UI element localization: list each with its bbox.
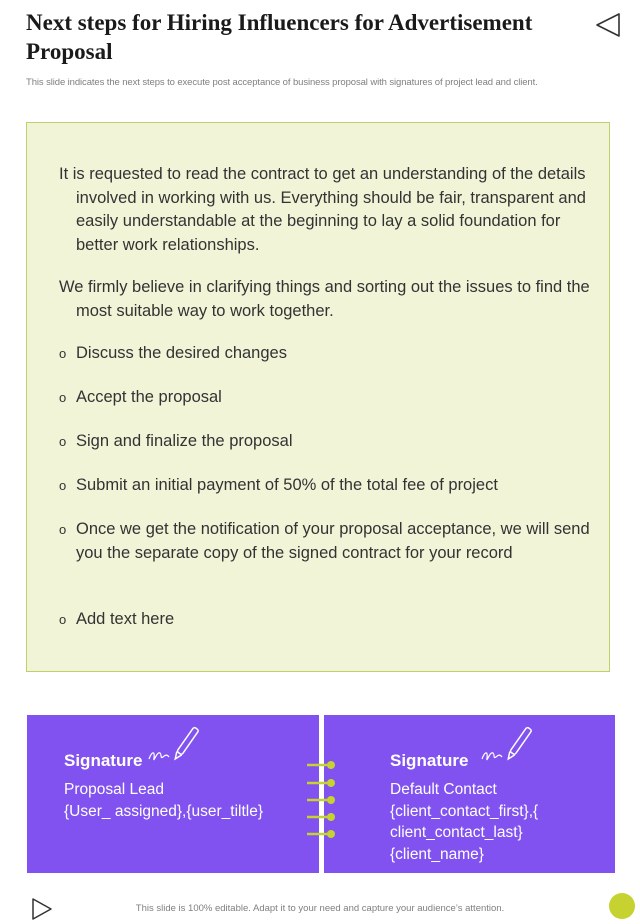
list-item-text: Submit an initial payment of 50% of the total fee of project: [76, 476, 498, 494]
signature-heading: Signature: [64, 751, 143, 770]
list-item-text: Accept the proposal: [76, 388, 222, 406]
bullet-marker: o: [59, 522, 67, 537]
list-item: [59, 518, 606, 565]
signature-card-proposal-lead: [27, 715, 319, 873]
list-item-text: Sign and finalize the proposal: [76, 432, 293, 450]
triangle-left-icon[interactable]: [594, 12, 622, 38]
list-item-text: Add text here: [76, 610, 175, 628]
signature-placeholder-line: {client_name}: [390, 845, 484, 863]
list-item: [59, 474, 606, 498]
signature-role: Proposal Lead: [64, 781, 164, 798]
page-subtitle: This slide indicates the next steps to execute post acceptance of business proposal with signatures of project lead and client.: [26, 77, 538, 88]
bullet-marker: o: [59, 390, 67, 405]
bullet-marker: o: [59, 612, 67, 627]
list-item: [59, 608, 606, 632]
footer-note: This slide is 100% editable. Adapt it to your need and capture your audience’s attention.: [135, 903, 505, 914]
belief-paragraph: We firmly believe in clarifying things and sorting out the issues to find the most suitable way to work together.: [59, 278, 590, 320]
intro-paragraph: It is requested to read the contract to get an understanding of the details involved in working with us. Everything should be fair, transparent and easily understandable at the beginning to lay a solid foundation for better work relationships.: [59, 165, 586, 254]
binder-rings-icon: [303, 755, 343, 840]
signature-placeholder: {User_ assigned},{user_tiltle}: [64, 802, 264, 820]
page-title: Next steps for Hiring Influencers for Advertisement Proposal: [26, 10, 533, 64]
signature-placeholder-line: client_contact_last}: [390, 824, 523, 841]
signature-pen-icon: [480, 723, 534, 767]
list-item: [59, 386, 606, 410]
list-item-text: Discuss the desired changes: [76, 344, 287, 362]
signature-heading: Signature: [390, 751, 469, 770]
signature-role: Default Contact: [390, 781, 497, 798]
accent-dot: [609, 893, 635, 919]
list-item-text: Once we get the notification of your proposal acceptance, we will send you the separate copy of the signed contract for your record: [76, 520, 590, 562]
signature-pen-icon: [147, 723, 201, 767]
signature-card-default-contact: [324, 715, 615, 873]
content-box: [26, 122, 610, 672]
bullet-marker: o: [59, 434, 67, 449]
bullet-marker: o: [59, 346, 67, 361]
signature-placeholder-line: {client_contact_first},{: [390, 802, 539, 820]
list-item: [59, 342, 606, 366]
bullet-marker: o: [59, 478, 67, 493]
list-item: [59, 430, 606, 454]
